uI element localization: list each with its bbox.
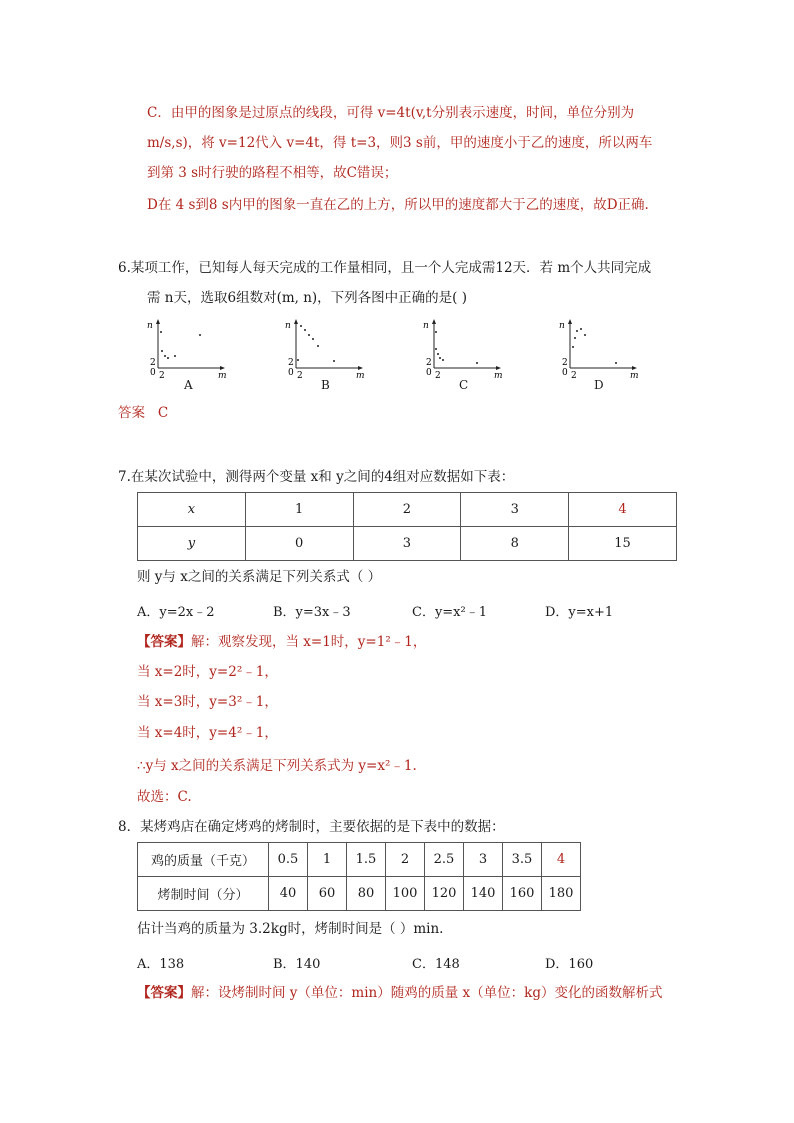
table-cell: x [138, 493, 246, 527]
point [576, 330, 578, 332]
point [308, 334, 310, 336]
graph-a [148, 318, 228, 380]
axis-m-label: m [356, 371, 365, 381]
table-cell: 60 [308, 877, 347, 911]
table-cell: 15 [569, 527, 677, 561]
table-cell: 2 [353, 493, 461, 527]
q7-solution-2: 当 x=2时，y=2²﹣1， [137, 664, 278, 680]
point [615, 362, 617, 364]
y-tick-label: 2 [150, 358, 156, 368]
origin-label: 0 [562, 368, 568, 378]
point [199, 334, 201, 336]
table-row [138, 527, 677, 561]
table-cell: 3 [461, 493, 569, 527]
point [167, 357, 169, 359]
q8-ask: 估计当鸡的质量为 3.2kg时，烤制时间是（ ）min. [137, 921, 444, 937]
q7-table [137, 492, 677, 561]
axis-m-label: m [218, 371, 227, 381]
graph-d-label: D [594, 378, 604, 392]
q7-solution-3: 当 x=3时，y=3²﹣1， [137, 694, 278, 710]
table-row [138, 843, 581, 877]
table-cell: 1 [308, 843, 347, 877]
table-cell: 3 [353, 527, 461, 561]
axis-n-label: n [423, 321, 429, 331]
point [435, 331, 437, 333]
answer-label: 答案 [118, 405, 145, 421]
graph-d [560, 318, 640, 380]
graph-c-label: C [459, 378, 469, 392]
point [442, 359, 444, 361]
q8-option-d: D．160 [545, 957, 594, 972]
origin-label: 0 [426, 368, 432, 378]
table-cell: 2.5 [425, 843, 464, 877]
table-cell: 鸡的质量（千克） [138, 843, 269, 877]
point [333, 360, 335, 362]
q8-option-c: C．148 [412, 957, 460, 972]
solution-tag: 【答案】 [137, 634, 191, 650]
graph-b-label: B [321, 378, 330, 392]
point [297, 359, 299, 361]
table-cell: 3 [464, 843, 503, 877]
table-cell: 2 [386, 843, 425, 877]
q8-option-a: A．138 [137, 957, 185, 972]
table-cell: 160 [503, 877, 542, 911]
solution-tag: 【答案】 [137, 985, 191, 1001]
q5-line1: C．由甲的图象是过原点的线段，可得 v=4t(v,t分别表示速度，时间，单位分别为 [147, 105, 635, 121]
table-cell: 40 [269, 877, 308, 911]
table-cell: 1 [245, 493, 353, 527]
q7-solution-1 [137, 633, 426, 651]
point [161, 350, 163, 352]
graph-a-label: A [184, 378, 193, 392]
q8-solution-1 [137, 984, 662, 1002]
q6-answer [118, 404, 168, 422]
point [300, 325, 302, 327]
table-row [138, 493, 677, 527]
table-cell: 0 [245, 527, 353, 561]
point [476, 362, 478, 364]
graph-c [424, 318, 504, 380]
point [174, 355, 176, 357]
table-cell: 4 [542, 843, 581, 877]
x-tick-label: 2 [297, 371, 303, 381]
point [584, 334, 586, 336]
table-cell: 100 [386, 877, 425, 911]
table-cell: 8 [461, 527, 569, 561]
answer-value: C [157, 405, 169, 421]
y-tick-label: 2 [562, 358, 568, 368]
q7-ask: 则 y与 x之间的关系满足下列关系式（ ） [137, 569, 382, 585]
q5-line4: D在 4 s到8 s内甲的图象一直在乙的上方，所以甲的速度都大于乙的速度，故D正确. [147, 197, 649, 213]
origin-label: 0 [150, 368, 156, 378]
axis-n-label: n [147, 321, 153, 331]
q6-stem-line1: 6.某项工作，已知每人每天完成的工作量相同，且一个人完成需12天．若 m个人共同完成 [118, 260, 652, 276]
solution-text: 解：观察发现，当 x=1时，y=1²﹣1， [191, 634, 427, 650]
q5-line3: 到第 3 s时行驶的路程不相等，故C错误； [147, 165, 398, 181]
table-cell: 180 [542, 877, 581, 911]
q7-solution-5: ∴y与 x之间的关系满足下列关系式为 y=x²﹣1. [137, 758, 417, 774]
x-tick-label: 2 [159, 371, 165, 381]
graph-b [286, 318, 366, 380]
point [439, 357, 441, 359]
y-tick-label: 2 [288, 358, 294, 368]
y-tick-label: 2 [426, 358, 432, 368]
axis-n-label: n [285, 321, 291, 331]
q8-stem: 8．某烤鸡店在确定烤鸡的烤制时，主要依据的是下表中的数据： [118, 819, 505, 835]
q7-solution-4: 当 x=4时，y=4²﹣1， [137, 725, 278, 741]
q8-option-b: B．140 [273, 957, 321, 972]
origin-label: 0 [288, 368, 294, 378]
q7-option-a: A．y=2x﹣2 [137, 605, 215, 620]
table-cell: 烤制时间（分） [138, 877, 269, 911]
q7-stem: 7.在某次试验中，测得两个变量 x和 y之间的4组对应数据如下表： [118, 469, 515, 485]
table-cell: 4 [569, 493, 677, 527]
q7-option-c: C．y=x²﹣1 [412, 605, 487, 620]
point [317, 345, 319, 347]
q7-option-b: B．y=3x﹣3 [273, 605, 351, 620]
point [580, 328, 582, 330]
table-row [138, 877, 581, 911]
point [160, 331, 162, 333]
q8-table [137, 842, 581, 911]
table-cell: 0.5 [269, 843, 308, 877]
axis-m-label: m [630, 371, 639, 381]
x-tick-label: 2 [571, 371, 577, 381]
axis-m-label: m [494, 371, 503, 381]
table-cell: 1.5 [347, 843, 386, 877]
point [572, 346, 574, 348]
point [312, 338, 314, 340]
axis-n-label: n [559, 321, 565, 331]
solution-text: 解：设烤制时间 y（单位：min）随鸡的质量 x（单位：kg）变化的函数解析式 [191, 985, 663, 1001]
q7-solution-6: 故选：C. [137, 789, 192, 805]
q7-option-d: D．y=x+1 [545, 605, 614, 620]
table-cell: 140 [464, 877, 503, 911]
point [164, 355, 166, 357]
x-tick-label: 2 [435, 371, 441, 381]
point [304, 329, 306, 331]
table-cell: 3.5 [503, 843, 542, 877]
q6-stem-line2: 需 n天，选取6组数对(m, n)，下列各图中正确的是( ) [147, 290, 468, 306]
q5-line2: m/s,s)，将 v=12代入 v=4t，得 t=3，则3 s前，甲的速度小于乙的速度，所以两车 [147, 135, 653, 151]
table-cell: y [138, 527, 246, 561]
point [574, 337, 576, 339]
point [437, 353, 439, 355]
table-cell: 80 [347, 877, 386, 911]
table-cell: 120 [425, 877, 464, 911]
point [435, 348, 437, 350]
